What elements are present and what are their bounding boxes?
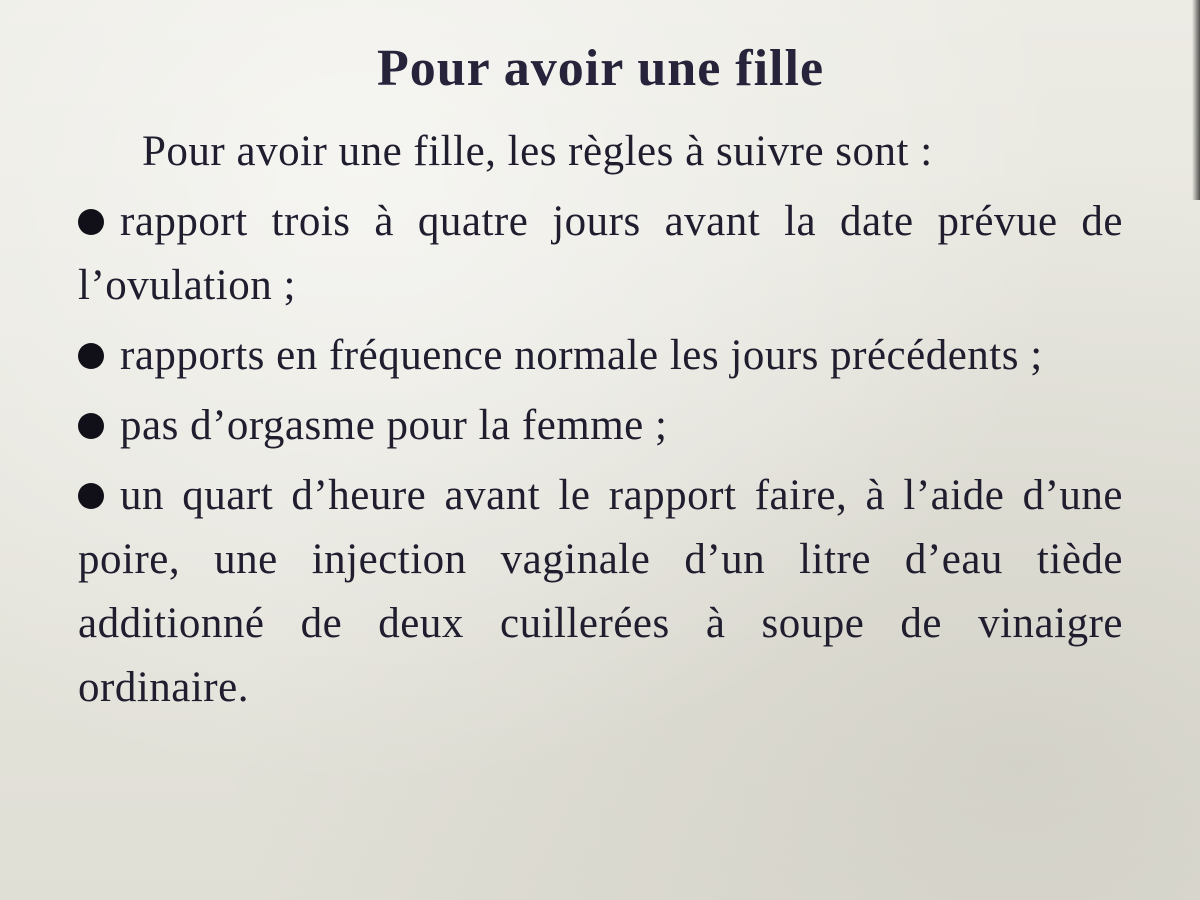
bullet-icon <box>78 343 104 369</box>
rules-list <box>78 184 1123 720</box>
bullet-icon <box>78 483 104 509</box>
bullet-icon <box>78 209 104 235</box>
intro-paragraph: Pour avoir une fille, les règles à suivre sont : <box>142 128 933 176</box>
list-item-text: pas d’orgasme pour la femme ; <box>120 402 668 450</box>
page-title: Pour avoir une fille <box>376 40 825 97</box>
bullet-icon <box>78 413 104 439</box>
list-item <box>78 184 1123 318</box>
text-block <box>78 38 1123 720</box>
list-item <box>78 388 1123 458</box>
list-item-text: rapports en fréquence normale les jours précédents ; <box>120 332 1043 380</box>
list-item-text: un quart d’heure avant le rapport faire, à l’aide d’une poire, une injection vaginale d’un litre d’eau tiède additionné de deux cuillerées à soupe de vinaigre ordinaire. <box>78 472 1123 712</box>
list-item-text: rapport trois à quatre jours avant la date prévue de l’ovulation ; <box>78 198 1123 310</box>
page-edge-shadow <box>1192 0 1200 200</box>
list-item <box>78 318 1123 388</box>
list-item <box>78 458 1123 720</box>
